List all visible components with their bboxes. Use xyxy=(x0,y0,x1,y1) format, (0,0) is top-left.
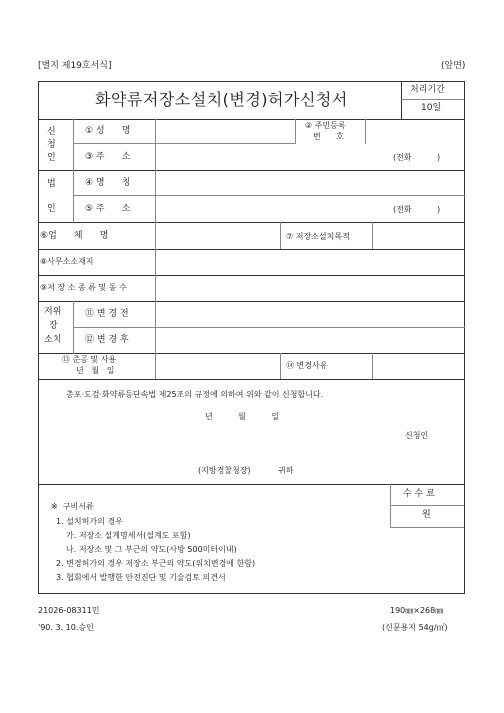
paper-type: (신문용지 54g/㎡) xyxy=(382,623,448,632)
form-title: 화약류저장소설치(변경)허가신청서 xyxy=(95,90,348,109)
location-group-char: 저위 xyxy=(44,307,62,317)
applicant-signature-label: 신청인 xyxy=(405,431,429,440)
row-line xyxy=(38,484,465,485)
corporation-phone: (전화 ) xyxy=(393,205,441,214)
fee-label: 수 수 료 xyxy=(403,489,435,499)
documents-heading: ※ 구비서류 xyxy=(51,502,94,511)
form-border-right xyxy=(464,81,465,594)
applicant-group-char: 신 xyxy=(47,127,56,137)
row-line xyxy=(38,379,465,380)
row-line xyxy=(38,249,465,250)
resident-number-label: 번 호 xyxy=(313,132,344,141)
group-divider xyxy=(73,119,74,223)
row-line xyxy=(38,222,465,223)
location-group-char: 장 xyxy=(49,321,58,331)
row-line xyxy=(38,275,465,276)
page-side-label: (앞면) xyxy=(441,61,466,71)
corporation-address-label: ⑤ 주 소 xyxy=(85,204,131,214)
applicant-name-label: ① 성 명 xyxy=(85,126,131,136)
processing-period-value: 10일 xyxy=(421,103,442,113)
fee-unit: 원 xyxy=(422,510,431,520)
document-item: 가. 저장소 설계명세서(설계도 포함) xyxy=(66,531,191,540)
business-name-label: ⑥업 체 명 xyxy=(40,231,109,241)
fee-bottom-line xyxy=(390,527,464,528)
office-location-label: ⑧사무소소재지 xyxy=(40,257,94,266)
applicant-address-label: ③ 주 소 xyxy=(85,152,131,162)
completion-date-label: 년 월 일 xyxy=(76,366,115,375)
processing-mid-line xyxy=(401,99,464,100)
form-border-bottom xyxy=(38,593,465,594)
purpose-divider xyxy=(280,222,281,249)
application-statement: 총포·도검·화약류등단속법 제25조의 규정에 의하여 위와 같이 신청합니다. xyxy=(66,390,324,399)
row-line xyxy=(38,301,465,302)
applicant-group-char: 인 xyxy=(47,153,56,163)
document-item: 3. 협회에서 발행한 안전진단 및 기술검토 의견서 xyxy=(56,573,226,582)
resident-divider xyxy=(295,119,296,144)
document-item: 2. 변경허가의 경우 저장소 부근의 약도(위치변경에 한함) xyxy=(56,559,256,568)
row-line xyxy=(38,353,465,354)
reason-divider xyxy=(280,353,281,379)
processing-period-label: 처리기간 xyxy=(410,85,445,95)
addressee-honorific: 귀하 xyxy=(278,466,294,475)
group-divider xyxy=(73,301,74,354)
fee-divider xyxy=(390,484,391,528)
processing-divider xyxy=(401,81,402,119)
form-number: [별지 제19호서식] xyxy=(38,61,112,71)
location-before-label: ⑪ 변 경 전 xyxy=(85,309,129,319)
purpose-divider xyxy=(372,222,373,249)
reason-divider xyxy=(372,353,373,379)
completion-date-label: ⑬ 준공 및 사용 xyxy=(62,355,117,364)
row-line xyxy=(73,195,465,196)
corporation-group-char: 법 xyxy=(47,179,56,189)
applicant-group-char: 청 xyxy=(47,140,56,150)
location-after-label: ⑫ 변 경 후 xyxy=(85,335,129,345)
addressee: (지방경찰청장) xyxy=(198,466,251,475)
resident-divider xyxy=(365,119,366,144)
corporation-name-label: ④ 명 칭 xyxy=(85,178,131,188)
row-line xyxy=(38,119,465,120)
row-line xyxy=(73,143,295,144)
row-line xyxy=(38,170,465,171)
label-divider xyxy=(155,119,156,379)
location-group-char: 소치 xyxy=(44,335,62,345)
resident-number-label: ② 주민등록 xyxy=(305,121,346,130)
applicant-phone: (전화 ) xyxy=(393,153,441,162)
paper-size: 190㎜×268㎜ xyxy=(390,606,444,615)
fee-label-line xyxy=(390,505,464,506)
form-border-left xyxy=(38,81,39,594)
corporation-group-char: 인 xyxy=(47,204,56,214)
change-reason-label: ⑭ 변경사유 xyxy=(286,361,328,370)
document-item: 1. 설치허가의 경우 xyxy=(56,517,123,526)
storage-kind-label: ⑨저 장 소 종 류 및 동 수 xyxy=(40,283,127,292)
form-code: 21026-08311민 xyxy=(38,606,100,615)
storage-purpose-label: ⑦ 저장소설치목적 xyxy=(286,232,350,241)
approval-date: '90. 3. 10.승인 xyxy=(38,623,94,632)
row-line xyxy=(73,327,465,328)
application-date: 년 월 일 xyxy=(205,412,280,421)
document-item: 나. 저장소 및 그 부근의 약도(사방 500미터이내) xyxy=(66,545,237,554)
